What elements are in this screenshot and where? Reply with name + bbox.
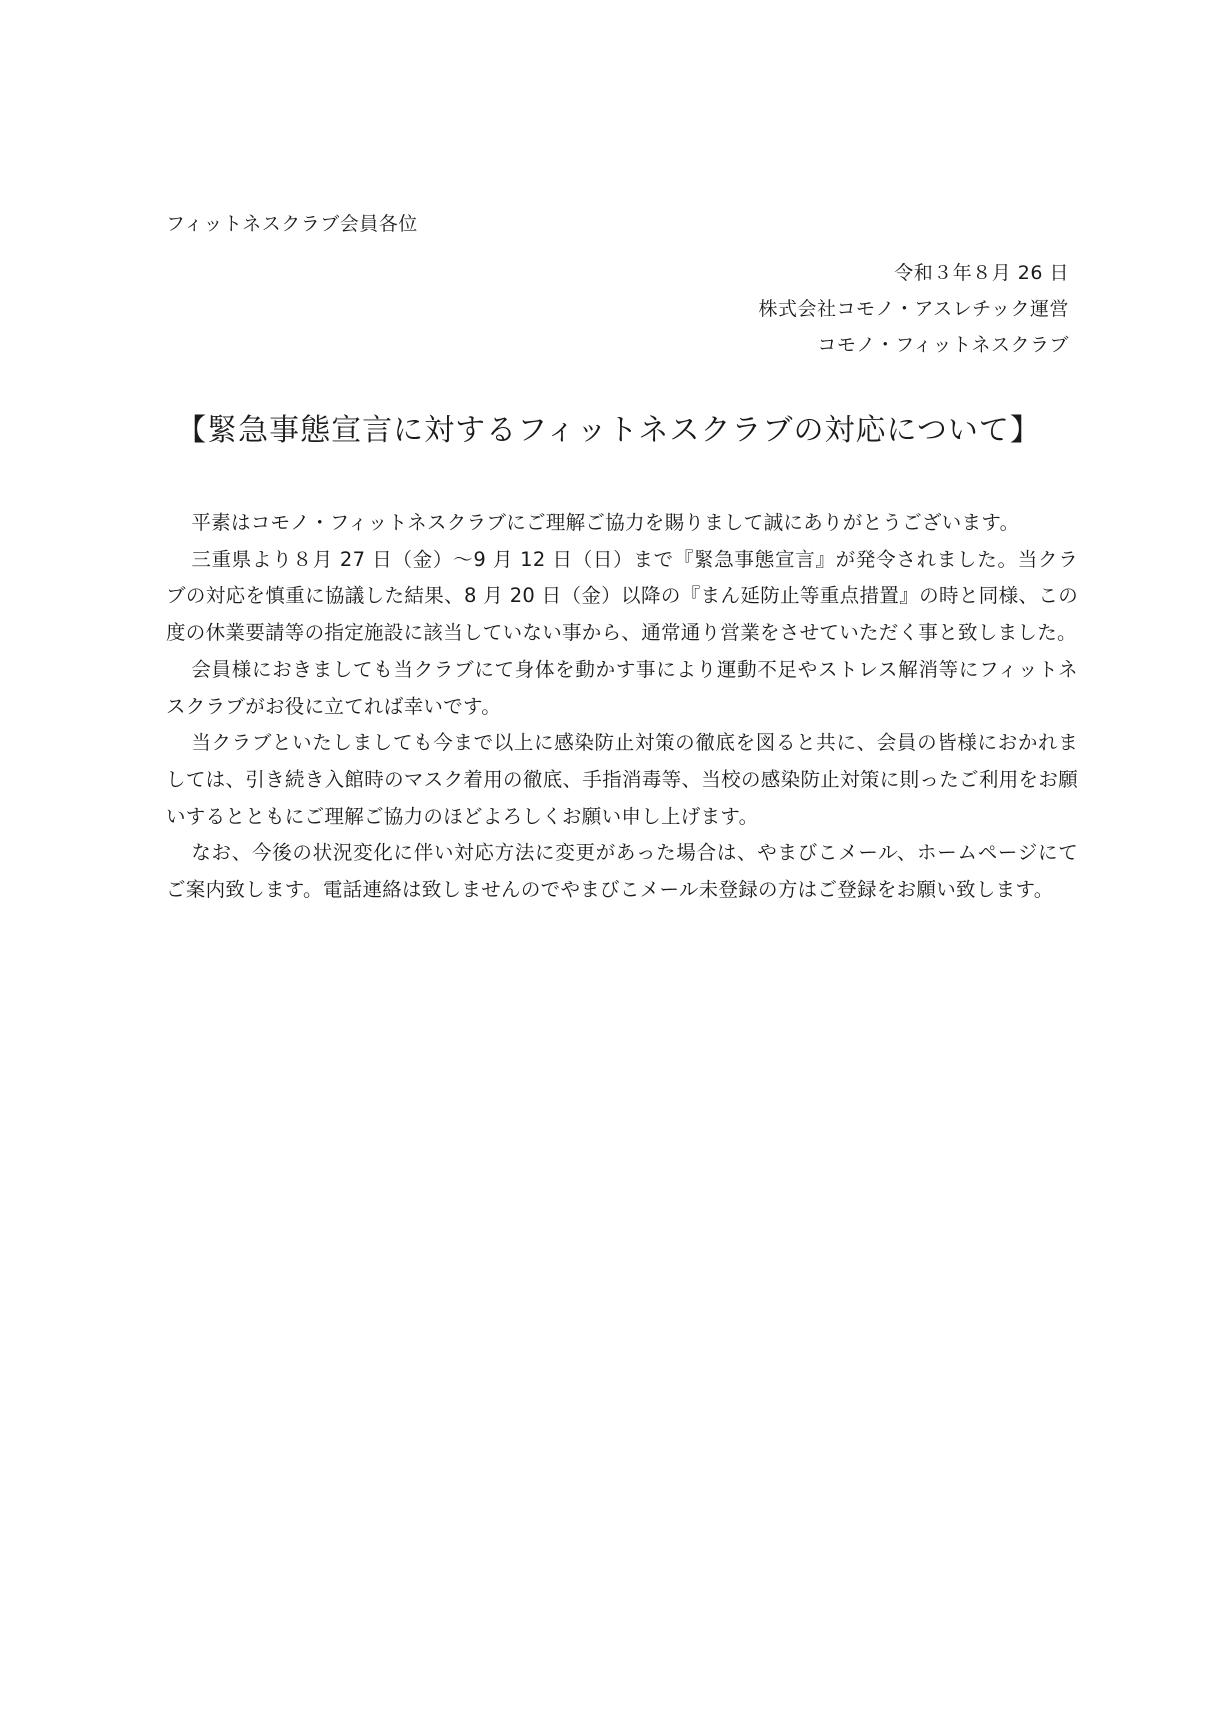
- body-paragraph: 会員様におきましても当クラブにて身体を動かす事により運動不足やストレス解消等にフィットネスクラブがお役に立てれば幸いです。: [166, 657, 1078, 718]
- issue-date: 令和３年８月 26 日: [894, 262, 1069, 284]
- sender-block: [759, 255, 1069, 363]
- sender-club: コモノ・フィットネスクラブ: [817, 334, 1069, 356]
- body-paragraph: 三重県より８月 27 日（金）～9 月 12 日（日）まで『緊急事態宣言』が発令されました。当クラブの対応を慎重に協議した結果、8 月 20 日（金）以降の『まん延防止等重点措置』の時と同様、この度の休業要請等の指定施設に該当していない事から、通常通り営業をさせていただく事と致しました。: [166, 547, 1078, 645]
- document-title: 【緊急事態宣言に対するフィットネスクラブの対応について】: [176, 413, 1041, 448]
- body-paragraph: 当クラブといたしましても今まで以上に感染防止対策の徹底を図ると共に、会員の皆様におかれましては、引き続き入館時のマスク着用の徹底、手指消毒等、当校の感染防止対策に則ったご利用をお願いするとともにご理解ご協力のほどよろしくお願い申し上げます。: [166, 731, 1078, 828]
- sender-company: 株式会社コモノ・アスレチック運営: [758, 298, 1069, 320]
- body-paragraph: なお、今後の状況変化に伴い対応方法に変更があった場合は、やまびこメール、ホームページにてご案内致します。電話連絡は致しませんのでやまびこメール未登録の方はご登録をお願い致します。: [166, 841, 1078, 902]
- recipient-line: フィットネスクラブ会員各位: [166, 213, 418, 235]
- body-paragraph: 平素はコモノ・フィットネスクラブにご理解ご協力を賜りまして誠にありがとうございます。: [191, 511, 1020, 534]
- document-body: [166, 505, 1078, 909]
